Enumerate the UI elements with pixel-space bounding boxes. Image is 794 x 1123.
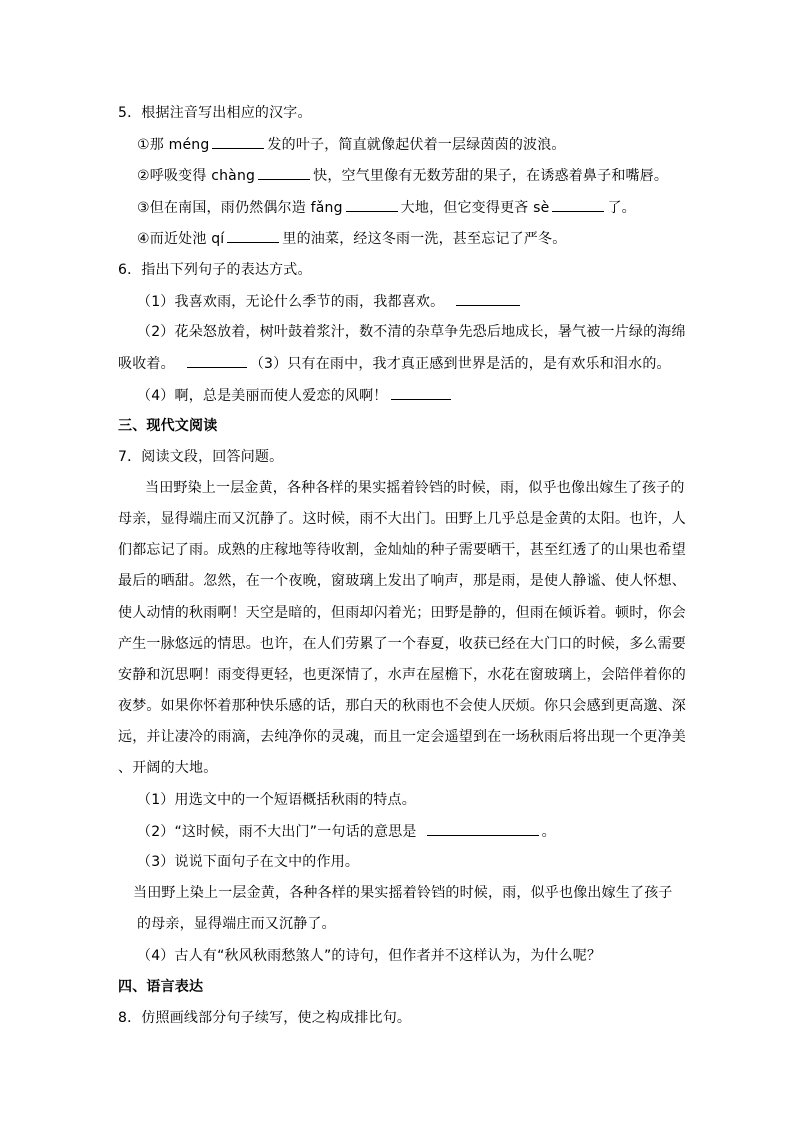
answer-blank[interactable] <box>227 228 279 243</box>
answer-blank[interactable] <box>552 197 604 212</box>
q6-item-4: （4）啊，总是美丽而使人爱恋的风啊！ <box>137 385 454 406</box>
q6-item-2-line2: 吸收着。 （3）只有在雨中，我才真正感到世界是活的，是有欢乐和泪水的。 <box>118 353 671 374</box>
q5-item-1: ①那 méng 发的叶子，简直就像起伏着一层绿茵茵的波浪。 <box>137 134 566 155</box>
answer-blank[interactable] <box>258 165 310 180</box>
q7-title: 7．阅读文段，回答问题。 <box>118 449 284 465</box>
answer-blank[interactable] <box>212 134 264 149</box>
q5-title: 5．根据注音写出相应的汉字。 <box>118 105 312 121</box>
q5-item-3: ③但在南国，雨仍然偶尔造 fǎng 大地，但它变得更吝 sè 了。 <box>137 197 636 218</box>
q7-quote-line1: 当田野上染上一层金黄，各种各样的果实摇着铃铛的时候，雨，似乎也像出嫁生了孩子 <box>133 885 673 901</box>
passage-line: 当田野染上一层金黄，各种各样的果实摇着铃铛的时候，雨，似乎也像出嫁生了孩子的 <box>145 480 685 496</box>
section-heading-3: 三、现代文阅读 <box>118 418 218 434</box>
q6-title: 6．指出下列句子的表达方式。 <box>118 262 312 278</box>
q7-sub-2: （2）“这时候，雨不大出门”一句话的意思是 。 <box>137 821 556 842</box>
passage-line: 最后的晒甜。忽然，在一个夜晚，窗玻璃上发出了响声，那是雨，是使人静谧、使人怀想、 <box>118 573 686 589</box>
passage-line: 母亲，显得端庄而又沉静了。这时候，雨不大出门。田野上几乎总是金黄的太阳。也许，人 <box>118 511 686 527</box>
q7-quote-line2: 的母亲，显得端庄而又沉静了。 <box>137 916 336 932</box>
q6-item-1: （1）我喜欢雨，无论什么季节的雨，我都喜欢。 <box>137 291 523 312</box>
q7-sub-3: （3）说说下面句子在文中的作用。 <box>137 854 360 870</box>
q5-item-2: ②呼吸变得 chàng 快，空气里像有无数芳甜的果子，在诱惑着鼻子和嘴唇。 <box>137 165 668 186</box>
passage-line: 远，并让凄冷的雨滴，去纯净你的灵魂，而且一定会遥望到在一场秋雨后将出现一个更净美 <box>118 729 686 745</box>
passage-line: 们都忘记了雨。成熟的庄稼地等待收割，金灿灿的种子需要晒干，甚至红透了的山果也希望 <box>118 542 686 558</box>
q5-item-4: ④而近处池 qí 里的油菜，经这冬雨一洗，甚至忘记了严冬。 <box>137 228 566 249</box>
answer-blank[interactable] <box>427 821 539 836</box>
answer-blank[interactable] <box>456 291 520 306</box>
passage-line: 、开阔的大地。 <box>118 760 218 776</box>
answer-blank[interactable] <box>346 197 398 212</box>
passage-line: 使人动情的秋雨啊！天空是暗的，但雨却闪着光；田野是静的，但雨在倾诉着。顿时，你会 <box>118 605 686 621</box>
passage-line: 安静和沉思啊！雨变得更轻，也更深情了，水声在屋檐下，水花在窗玻璃上，会陪伴着你的 <box>118 667 686 683</box>
section-heading-4: 四、语言表达 <box>118 979 204 995</box>
q7-sub-4: （4）古人有“秋风秋雨愁煞人”的诗句，但作者并不这样认为，为什么呢？ <box>137 948 602 964</box>
q7-sub-1: （1）用选文中的一个短语概括秋雨的特点。 <box>137 792 416 808</box>
passage-line: 产生一脉悠远的情思。也许，在人们劳累了一个春夏，收获已经在大门口的时候，多么需要 <box>118 636 686 652</box>
passage-line: 夜梦。如果你怀着那种快乐感的话，那白天的秋雨也不会使人厌烦。你只会感到更高邈、深 <box>118 698 686 714</box>
q6-item-2-line1: （2）花朵怒放着，树叶鼓着浆汁，数不清的杂草争先恐后地成长，暑气被一片绿的海绵 <box>137 324 686 340</box>
answer-blank[interactable] <box>391 385 451 400</box>
answer-blank[interactable] <box>187 353 247 368</box>
q8-title: 8．仿照画线部分句子续写，使之构成排比句。 <box>118 1010 412 1026</box>
